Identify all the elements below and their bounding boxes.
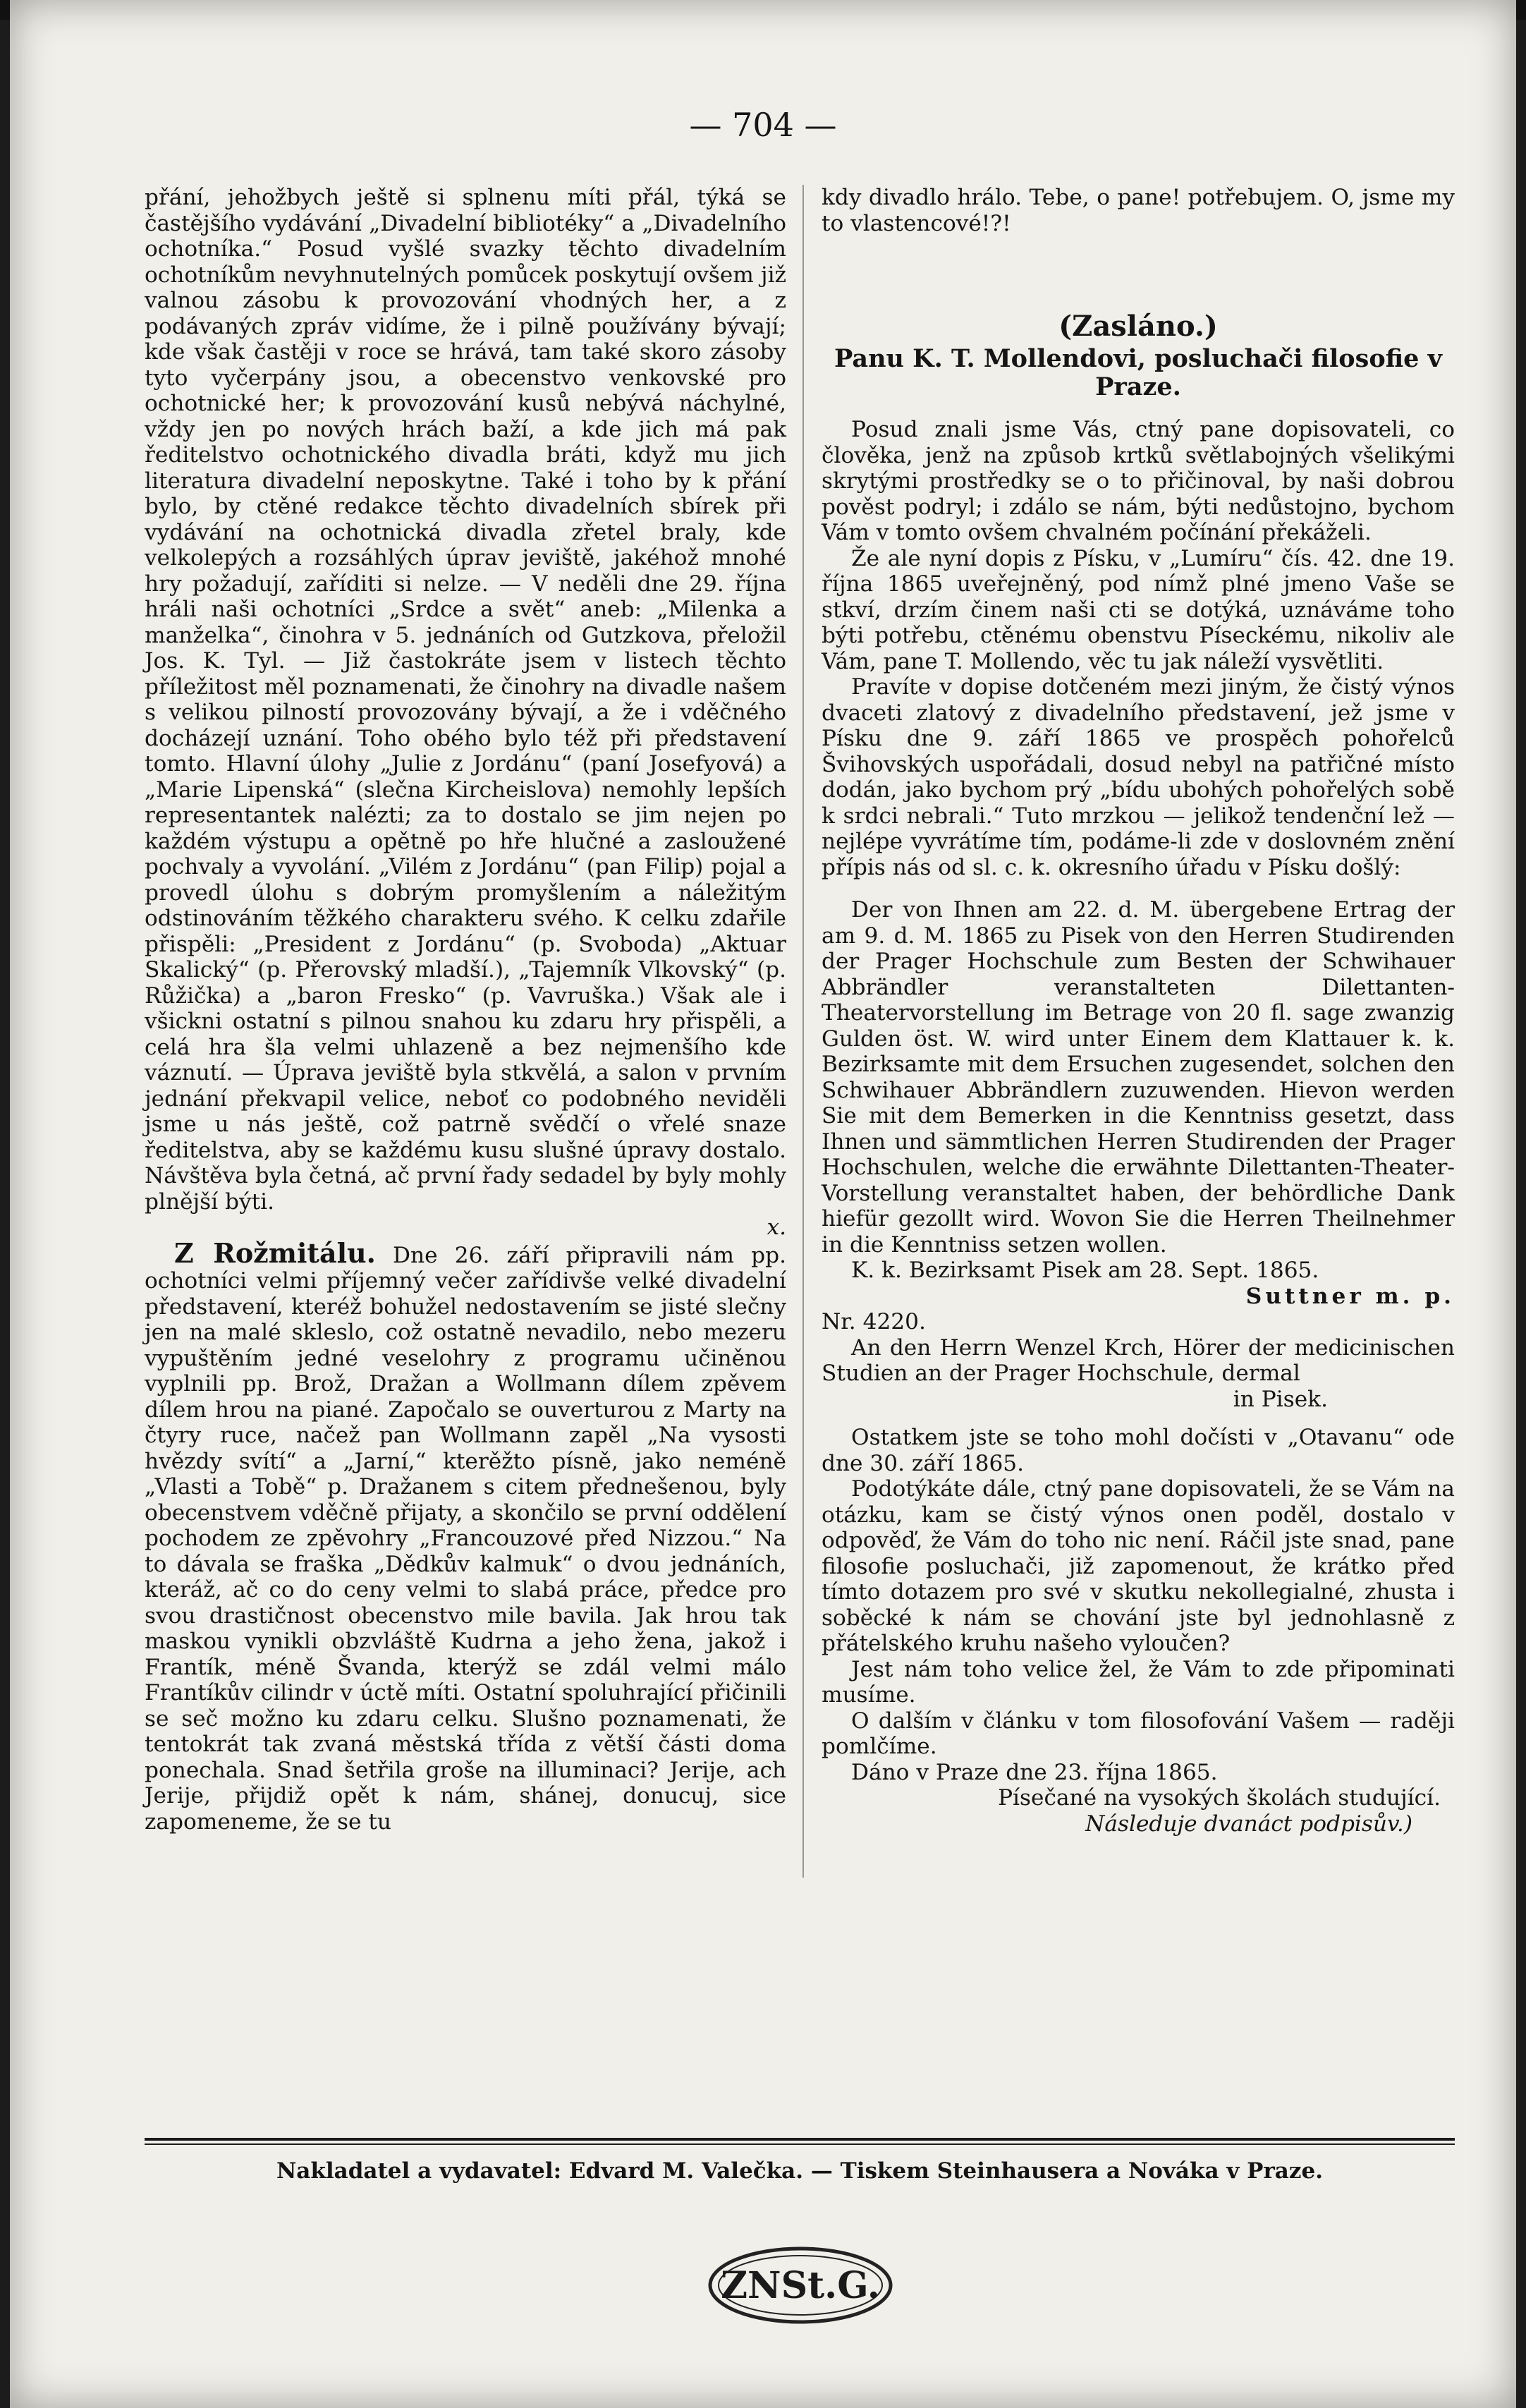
letter-paragraph: Že ale nyní dopis z Písku, v „Lumíru“ čís. 42. dne 19. října 1865 uveřejněný, pod nímž plné jmeno Vaše se stkví, drzím činem naši cti se dotýká, uznáváme toho býti potřebu, ctěnému obenstvu Píseckému, nikoliv ale Vám, pane T. Mollendo, věc tu jak náleží vysvětliti. (822, 545, 1455, 674)
section-title: (Zasláno.) (1058, 310, 1218, 343)
footer-rule (145, 2138, 1455, 2141)
stamp-text: ZNSt.G. (721, 2264, 880, 2307)
german-signer: Suttner m. p. (1245, 1283, 1455, 1309)
closing-paragraph: Ostatkem jste se toho mohl dočísti v „Otavanu“ ode dne 30. září 1865. (822, 1425, 1455, 1476)
letter-address: Panu K. T. Mollendovi, posluchači filosofie v Praze. (834, 344, 1442, 401)
left-column (145, 185, 786, 1835)
library-stamp (705, 2243, 896, 2328)
spacer (822, 880, 1455, 897)
author-initial: x. (767, 1215, 786, 1240)
right-column (822, 185, 1455, 1837)
theatre-report-paragraph: přání, jehožbych ještě si splnenu míti přál, týká se častějšího vydávání „Divadelní bibliotéky“ a „Divadelního ochotníka.“ Posud vyšlé svazky těchto divadelním ochotníkům nevyhnutelných pomůcek poskytují ovšem již valnou zásobu k provozování vhodných her, a z podávaných zpráv vidíme, že i pilně používány bývají; kde však častěji v roce se hrává, tam také skoro zásoby tyto vyčerpány jsou, a obecenstvo venkovské pro ochotnické her; k provozování kusů nebývá náchylné, vždy jen po nových hrách baží, a kde jich má pak ředitelstvo ochotnického divadla bráti, když mu jich literatura divadelní neposkytne. Také i toho by k přání bylo, by ctěné redakce těchto divadelních sbírek při vydávání na ochotnická divadla zřetel braly, kde velkolepých a rozsáhlých úprav jeviště, jakéhož mnohé hry požadují, zaříditi si nelze. — V neděli dne 29. října hráli naši ochotníci „Srdce a svět“ aneb: „Milenka a manželka“, činohra v 5. jednáních od Gutzkova, přeložil Jos. K. Tyl. — Již častokráte jsem v listech těchto příležitost měl poznamenati, že činohry na divadle našem s velikou pilností provozovány bývají, a že i vděčného docházejí uznání. Toho obého bylo též při představení tomto. Hlavní úlohy „Julie z Jordánu“ (paní Josefyová) a „Marie Lipenská“ (slečna Kircheislova) nemohly lepších representantek nalézti; za to dostalo se jim nejen po každém výstupu a opětně po hře hlučné a zasloužené pochvaly a vyvolání. „Vilém z Jordánu“ (pan Filip) pojal a provedl úlohu s dobrým promyšlením a náležitým odstinováním těžkého charakteru svého. K celku zdařile přispěli: „President z Jordánu“ (p. Svoboda) „Aktuar Skalický“ (p. Přerovský mladší.), „Tajemník Vlkovský“ (p. Růžička) a „baron Fresko“ (p. Vavruška.) Však ale i všickni ostatní s pilnou snahou ku zdaru hry přispěli, a celá hra šla velmi uhlazeně a bez nejmenšího kde váznutí. — Úprava jeviště byla stkvělá, a salon v prvním jednání překvapil velice, neboť co podobného neviděli jsme u nás ještě, což patrně svědčí o vřelé snaze ředitelstva, aby se každému kusu slušné úpravy dostalo. Návštěva byla četná, ač první řady sedadel by byly mohly plnější býti. (145, 185, 786, 1215)
footer-rule-thin (145, 2144, 1455, 2145)
rozmital-report (145, 1236, 786, 1835)
letter-paragraph: Pravíte v dopise dotčeném mezi jiným, že čistý výnos dvaceti zlatový z divadelního představení, jež jsme v Písku dne 9. září 1865 ve prospěch pohořelců Švihovských uspořádali, dosud nebyl na patřičné místo dodán, jako bychom prý „bídu ubohých pohořelých sobě k srdci nebrali.“ Tuto mrzkou — jelikož tendenční lež — nejlépe vyvrátíme tím, podáme-li zde v doslovném znění přípis nás od sl. c. k. okresního úřadu v Písku došlý: (822, 674, 1455, 880)
document-number: Nr. 4220. (822, 1309, 926, 1334)
imprint-line: Nakladatel a vydavatel: Edvard M. Valečka. — Tiskem Steinhausera a Nováka v Praze. (276, 2158, 1324, 2184)
german-address-place: in Pisek. (1233, 1386, 1328, 1412)
german-quote: Der von Ihnen am 22. d. M. übergebene Ertrag der am 9. d. M. 1865 zu Pisek von den Herren Studirenden der Prager Hochschule zum Besten der Schwihauer Abbrändler veranstalteten Dilettanten-Theatervorstellung im Betrage von 20 fl. sage zwanzig Gulden öst. W. wird unter Einem dem Klattauer k. k. Bezirksamte mit dem Ersuchen zugesendet, solchen den Schwihauer Abbrändlern zuzuwenden. Hievon werden Sie mit dem Bemerken in die Kenntniss gesetzt, dass Ihnen und sämmtlichen Herren Studirenden der Prager Hochschulen, welche die erwähnte Dilettanten-Theater-Vorstellung veranstaltet haben, der behördliche Dank hiefür gezollt wird. Wovon Sie die Herren Theilnehmer in die Kenntniss setzen wollen. (822, 897, 1455, 1258)
letter-paragraph: Posud znali jsme Vás, ctný pane dopisovateli, co člověka, jenž na způsob krtků světlabojných všelikými skrytými prostředky se o to přičinoval, by naši dobrou pověst podryl; i zdálo se nám, býti nedůstojno, bychom Vám v tomto ovšem chvalném počínání překáželi. (822, 417, 1455, 545)
spacer (822, 236, 1455, 286)
rozmital-text: Dne 26. září připravili nám pp. ochotníci velmi příjemný večer zařídivše velké divadelní představení, kteréž bohužel nedostavením se jisté slečny jen na malé skleslo, což ostatně nevadilo, nebo mezeru vypuštěním jedné veselohry z programu učiněnou vyplnili pp. Brož, Dražan a Wollmann dílem zpěvem dílem hrou na piané. Započalo se ouverturou z Marty na čtyry ruce, načež pan Wollmann zapěl „Na vysosti hvězdy svítí“ a „Jarní,“ kterěžto písně, jako neméně „Vlasti a Tobě“ p. Dražanem s citem přednešenou, byly obecenstvem vděčně přijaty, a skončilo se první oddělení pochodem ze zpěvohry „Francouzové před Nizzou.“ Na to dávala se fraška „Dědkův kalmuk“ o dvou jednáních, kteráž, ač co do ceny velmi to slabá práce, předce pro svou drastičnost obecenstvo mile bavila. Jak hrou tak maskou vynikli obzvláště Kudrna a jeho žena, jakož i Frantík, méně Švanda, kterýž se zdál velmi málo Frantíkův cilindr v úctě míti. Ostatní spoluhrající přičinili se seč možno ku zdaru celku. Slušno poznamenati, že tentokrát tak zvaná městská třída z větší části doma ponechala. Snad šetřila groše na illuminaci? Jerije, ach Jerije, přijdiž opět k nám, shánej, donucuj, sice zapomeneme, že se tu (145, 1242, 786, 1835)
page-number: — 704 — (689, 106, 837, 144)
closing-paragraph: Podotýkáte dále, ctný pane dopisovateli, že se Vám na otázku, kam se čistý výnos onen poděl, dostalo v odpověď, že Vám do toho nic není. Ráčil jste snad, pane filosofie posluchači, již zapomenout, že krátko před tímto dotazem pro své v skutku nekollegialné, zhusta i soběcké k nám se chování jste byl jednohlasně z přátelského kruhu našeho vyloučen? (822, 1476, 1455, 1656)
german-address: An den Herrn Wenzel Krch, Hörer der medicinischen Studien an der Prager Hochschule, dermal (822, 1334, 1455, 1386)
rozmital-lead: Z Rožmitálu. (174, 1236, 376, 1269)
german-office: K. k. Bezirksamt Pisek am 28. Sept. 1865. (851, 1258, 1319, 1283)
closing-paragraph: Jest nám toho velice žel, že Vám to zde připominati musíme. (822, 1656, 1455, 1708)
spacer (822, 1412, 1455, 1425)
continued-text: kdy divadlo hrálo. Tebe, o pane! potřebujem. O, jsme my to vlastencové!?! (822, 185, 1455, 236)
closing-paragraph: O dalším v článku v tom filosofování Vašem — raději pomlčíme. (822, 1708, 1455, 1759)
column-separator (802, 185, 804, 1878)
signers: Písečané na vysokých školách studující. (998, 1785, 1441, 1811)
signers-note: Následuje dvanáct podpisův.) (1085, 1811, 1412, 1837)
date-line: Dáno v Praze dne 23. října 1865. (851, 1759, 1218, 1785)
